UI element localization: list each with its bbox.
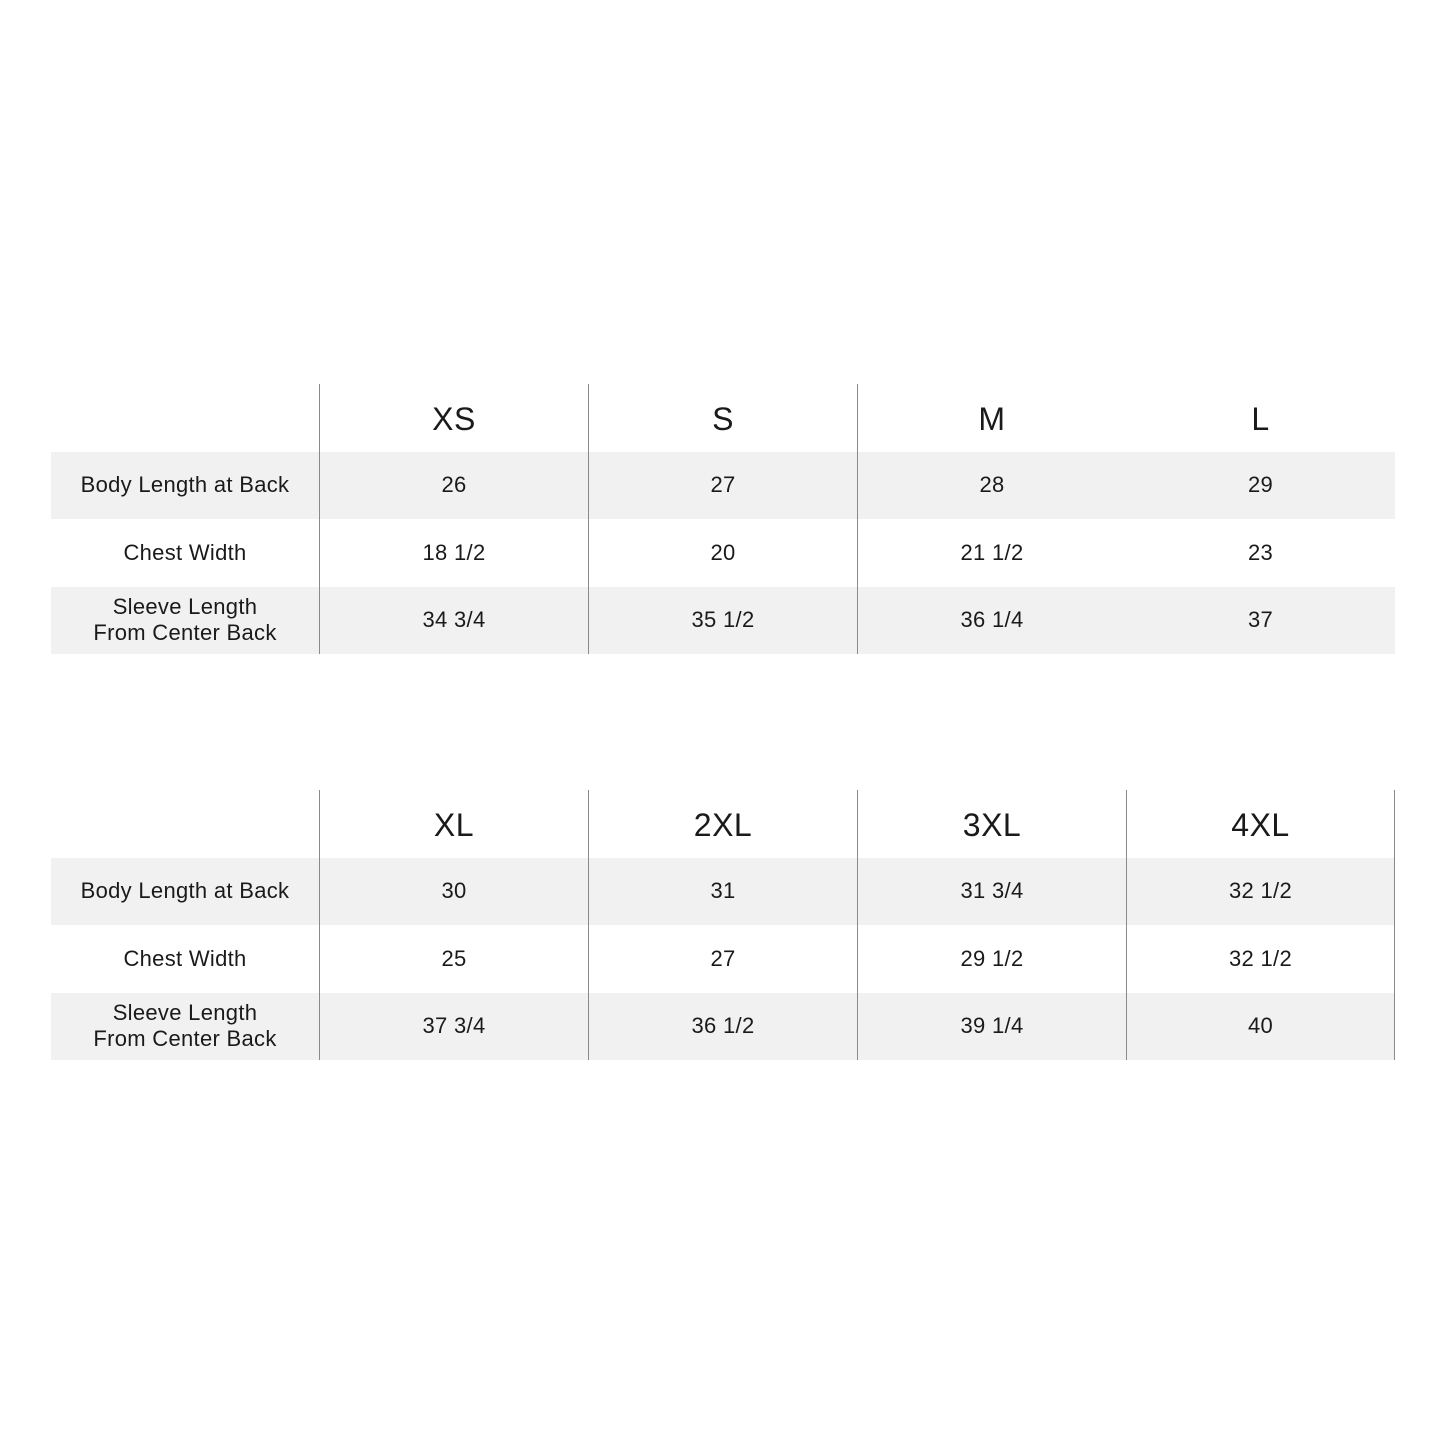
size-header-l: L [1251, 401, 1270, 438]
size-header-2xl: 2XL [588, 790, 857, 858]
measurement-cell: 25 [319, 925, 588, 993]
row-label [51, 858, 319, 926]
row-label-line1: Sleeve Length [112, 594, 258, 620]
measurement-cell: 20 [588, 519, 857, 587]
measurement-cell: 30 [319, 858, 588, 926]
measurement-cell: 18 1/2 [319, 519, 588, 587]
measurement-cell: 27 [588, 452, 857, 520]
measurement-cell: 36 1/2 [588, 993, 857, 1061]
row-label-line1: Chest Width [123, 945, 247, 971]
measurement-cell: 31 [588, 858, 857, 926]
size-header-3xl: 3XL [857, 790, 1126, 858]
measurement-cell: 31 3/4 [857, 858, 1126, 926]
size-header-row [51, 384, 1395, 452]
measurement-cell: 37 [1247, 607, 1274, 633]
row-label-line2: From Center Back [93, 620, 277, 646]
size-table-xl-4xl [51, 790, 1395, 1060]
table-row-sleeve-length [51, 993, 1395, 1061]
row-label [51, 452, 319, 520]
table-row-chest-width [51, 925, 1395, 993]
measurement-cell: 34 3/4 [319, 587, 588, 655]
table-row-chest-width [51, 519, 1395, 587]
row-label-line1: Body Length at Back [80, 878, 290, 904]
measurement-cell: 29 1/2 [857, 925, 1126, 993]
size-table-xs-l [51, 384, 1395, 654]
measurement-cell: 37 3/4 [319, 993, 588, 1061]
row-label-line1: Chest Width [123, 539, 247, 565]
measurement-cell: 21 1/2 [857, 519, 1126, 587]
measurement-cell: 32 1/2 [1126, 858, 1395, 926]
measurement-cell: 23 [1247, 539, 1274, 565]
row-label [51, 993, 319, 1061]
table-row-body-length [51, 452, 1395, 520]
size-header-s: S [588, 384, 857, 452]
measurement-cell: 39 1/4 [857, 993, 1126, 1061]
measurement-cell: 35 1/2 [588, 587, 857, 655]
measurement-cell: 36 1/4 [857, 587, 1126, 655]
measurement-cell: 29 [1247, 472, 1274, 498]
row-label-line1: Body Length at Back [80, 472, 290, 498]
size-header-row [51, 790, 1395, 858]
size-header-xs: XS [319, 384, 588, 452]
table-row-sleeve-length [51, 587, 1395, 655]
size-header-xl: XL [319, 790, 588, 858]
row-label [51, 519, 319, 587]
measurement-cell: 32 1/2 [1126, 925, 1395, 993]
row-label-line2: From Center Back [93, 1026, 277, 1052]
measurement-cell: 40 [1126, 993, 1395, 1061]
measurement-cell: 27 [588, 925, 857, 993]
size-header-m: M [857, 384, 1126, 452]
table-row-body-length [51, 858, 1395, 926]
row-label-line1: Sleeve Length [112, 1000, 258, 1026]
row-label [51, 925, 319, 993]
measurement-cell: 28 [857, 452, 1126, 520]
size-header-4xl: 4XL [1126, 790, 1395, 858]
header-corner [51, 790, 319, 858]
row-label [51, 587, 319, 655]
header-corner [51, 384, 319, 452]
measurement-cell: 26 [319, 452, 588, 520]
